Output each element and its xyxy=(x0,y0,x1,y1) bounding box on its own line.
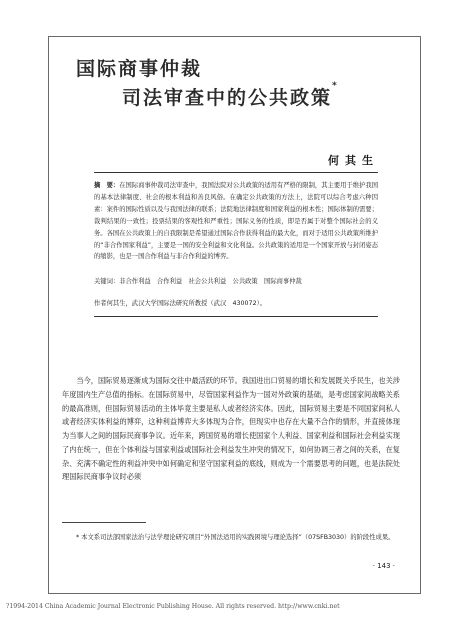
journal-page xyxy=(48,36,421,594)
keywords-text: 非合作利益 合作利益 社会公共利益 公共政策 国际商事仲裁 xyxy=(119,278,302,285)
title-footnote-mark: * xyxy=(332,81,337,91)
title-line-1: 国际商事仲裁 xyxy=(76,58,203,80)
title-line-2-text: 司法审查中的公共政策 xyxy=(122,87,333,109)
footnote-rule xyxy=(62,522,146,523)
author-name: 何其生 xyxy=(328,154,379,167)
keywords-label: 关键词： xyxy=(94,278,120,285)
cnki-copyright-footer: ?1994-2014 China Academic Journal Electronic Publishing House. All rights reserved. http://www.cnki.net xyxy=(6,603,340,610)
abstract-label: 摘 要： xyxy=(94,182,120,189)
page-number: · 143 · xyxy=(372,562,395,570)
abstract-text: 在国际商事仲裁司法审查中，我国法院对公共政策的适用有严格的限制，其主要用于维护我国的基本法律制度、社会的根本利益和善良风俗。在确定公共政策的方法上，法院可以综合考虑六种因素：案件的国际性质以及与我国法律的联系；法院地法律制度和国家利益的根本性；国际体制的需要；裁判结果的一致性；投票结果的客观性和严重性；国际义务的性质，即是否属于对整个国际社会的义务。各国在公共政策上的自我限制是希望通过国际合作获得利益的最大化，而对于适用公共政策所维护的“非合作国家利益”，主要是一国的安全利益和文化利益。公共政策的适用是一个国家开放与封闭姿态的缩影，也是一国合作利益与非合作利益的博弈。 xyxy=(94,182,379,261)
footnote: * 本文系司法部国家法治与法学理论研究项目“外国法适用的实践困境与理论选择”（07SFB3030）的阶段性成果。 xyxy=(76,534,395,541)
body-paragraph: 当今，国际贸易逐渐成为国际交往中最活跃的环节。我国进出口贸易的增长和发展既关乎民生，也关涉年度国内生产总值的指标。在国际贸易中，尽管国家利益作为一国对外政策的基础，是考虑国家间战略关系的最高准则，但国际贸易活动的主体毕竟主要是私人或者经济实体。因此，国际贸易主要是不同国家间私人或者经济实体利益的博弈，这种利益博弈大多体现为合作，但现实中也存在大量不合作的情形，并直接体现为当事人之间的国际民商事争议。近年来，跨国贸易的增长使国家个人利益、国家利益和国际社会利益实现了内在统一，但在个体利益与国家利益或国际社会利益发生冲突的情况下，如何协调三者之间的关系，在复杂、充满不确定性的利益冲突中如何确定和坚守国家利益的底线，则成为一个需要思考的问题，也是法院处理国际民商事争议时必须 xyxy=(62,376,400,482)
abstract-bottom-rule xyxy=(94,316,378,317)
keywords xyxy=(94,277,378,287)
title-line-2 xyxy=(122,83,337,110)
author-info: 作者何其生，武汉大学国际法研究所教授（武汉 430072）。 xyxy=(94,300,267,307)
abstract-top-rule xyxy=(94,172,378,173)
abstract xyxy=(94,180,378,263)
